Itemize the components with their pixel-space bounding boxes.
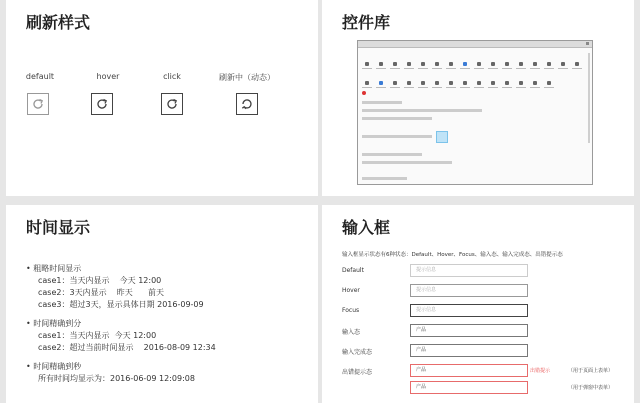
control-tile-icon xyxy=(404,62,415,69)
time-section-rough xyxy=(26,263,216,311)
control-tile-icon xyxy=(376,81,387,88)
input-description: 输入框显示状态有6种状态：Default、Hover、Focus、输入态、输入完成态、出错提示态 xyxy=(342,252,563,258)
control-tile-icon xyxy=(390,81,401,88)
input-default[interactable]: 提示信息 xyxy=(410,264,528,277)
control-tile-icon xyxy=(502,62,513,69)
section-heading: • 粗略时间显示 xyxy=(26,263,216,275)
placeholder-row xyxy=(362,117,432,120)
input-typing[interactable]: 产品 xyxy=(410,324,528,337)
note-dialog-form: （用于弹窗中表单） xyxy=(568,385,614,391)
section-heading: • 时间精确到分 xyxy=(26,318,216,330)
note-page-form: （用于页面上表单） xyxy=(568,368,614,374)
state-label-refreshing: 刷新中（动态） xyxy=(219,73,275,82)
control-tile-icon xyxy=(432,81,443,88)
red-dot-icon xyxy=(362,91,366,95)
control-tile-icon xyxy=(362,81,373,88)
placeholder-row xyxy=(362,135,432,138)
state-label-default: default xyxy=(25,72,55,81)
control-tile-icon xyxy=(516,81,527,88)
input-field-title: 输入框 xyxy=(342,218,391,237)
control-tile-icon xyxy=(474,62,485,69)
placeholder-row xyxy=(362,109,482,112)
time-rules-list xyxy=(26,263,216,392)
input-label-completed: 输入完成态 xyxy=(342,349,373,356)
input-error-page[interactable]: 产品 xyxy=(410,364,528,377)
control-tile-icon xyxy=(404,81,415,88)
control-tile-icon xyxy=(418,81,429,88)
control-tile-icon xyxy=(516,62,527,69)
placeholder-row xyxy=(362,177,407,180)
refresh-style-title: 刷新样式 xyxy=(26,13,91,32)
control-tile-icon xyxy=(418,62,429,69)
control-library-screenshot xyxy=(357,40,593,185)
input-label-error: 出错提示态 xyxy=(342,369,373,376)
case-line: case1：当天内显示 今天 12:00 xyxy=(38,276,162,285)
control-tile-icon xyxy=(502,81,513,88)
case-line: case2：3天内显示 昨天 前天 xyxy=(38,288,164,297)
time-display-panel xyxy=(6,205,318,403)
refresh-button-default[interactable] xyxy=(27,93,49,115)
input-error-dialog[interactable]: 产品 xyxy=(410,381,528,394)
refresh-icon xyxy=(31,97,45,111)
input-label-default: Default xyxy=(342,267,364,274)
control-tile-icon xyxy=(390,62,401,69)
control-library-panel xyxy=(322,0,634,196)
control-library-title: 控件库 xyxy=(342,13,391,32)
refresh-icon xyxy=(165,97,179,111)
control-tile-icon xyxy=(558,62,569,69)
refresh-button-refreshing[interactable] xyxy=(236,93,258,115)
time-section-second xyxy=(26,361,216,385)
control-icon-grid xyxy=(362,61,588,99)
time-section-minute xyxy=(26,318,216,354)
placeholder-row xyxy=(362,153,422,156)
refresh-style-panel xyxy=(6,0,318,196)
control-tile-icon xyxy=(446,81,457,88)
input-label-typing: 输入态 xyxy=(342,329,361,336)
control-tile-icon xyxy=(544,62,555,69)
control-tile-icon xyxy=(432,62,443,69)
control-tile-icon xyxy=(488,81,499,88)
refresh-spinning-icon xyxy=(240,97,254,111)
input-label-focus: Focus xyxy=(342,307,360,314)
placeholder-row xyxy=(362,161,452,164)
control-tile-icon xyxy=(460,62,471,69)
case-line: case2：超过当前时间显示 2016-08-09 12:34 xyxy=(38,343,216,352)
refresh-icon xyxy=(95,97,109,111)
placeholder-row xyxy=(362,101,402,104)
control-tile-icon xyxy=(572,62,583,69)
control-tile-icon xyxy=(446,62,457,69)
input-field-panel xyxy=(322,205,634,403)
input-hover[interactable]: 提示信息 xyxy=(410,284,528,297)
state-label-click: click xyxy=(163,72,181,81)
selected-control-tile xyxy=(436,131,448,143)
control-tile-icon xyxy=(544,81,555,88)
time-display-title: 时间显示 xyxy=(26,218,91,237)
state-label-hover: hover xyxy=(96,72,120,81)
case-line: case1：当天内显示 今天 12:00 xyxy=(38,331,157,340)
control-tile-icon xyxy=(376,62,387,69)
control-tile-icon xyxy=(362,62,373,69)
control-tile-icon xyxy=(474,81,485,88)
window-titlebar xyxy=(358,41,592,48)
input-focus[interactable]: 提示信息 xyxy=(410,304,528,317)
case-line: 所有时间均显示为：2016-06-09 12:09:08 xyxy=(38,374,195,383)
input-label-hover: Hover xyxy=(342,287,360,294)
refresh-button-click[interactable] xyxy=(161,93,183,115)
case-line: case3：超过3天，显示具体日期 2016-09-09 xyxy=(38,300,204,309)
control-tile-icon xyxy=(530,81,541,88)
input-completed[interactable]: 产品 xyxy=(410,344,528,357)
control-tile-icon xyxy=(488,62,499,69)
refresh-button-hover[interactable] xyxy=(91,93,113,115)
error-message: 出错提示 xyxy=(530,368,551,374)
close-icon xyxy=(586,42,589,45)
window-scrollbar xyxy=(588,53,590,143)
control-tile-icon xyxy=(460,81,471,88)
control-tile-icon xyxy=(530,62,541,69)
section-heading: • 时间精确到秒 xyxy=(26,361,216,373)
